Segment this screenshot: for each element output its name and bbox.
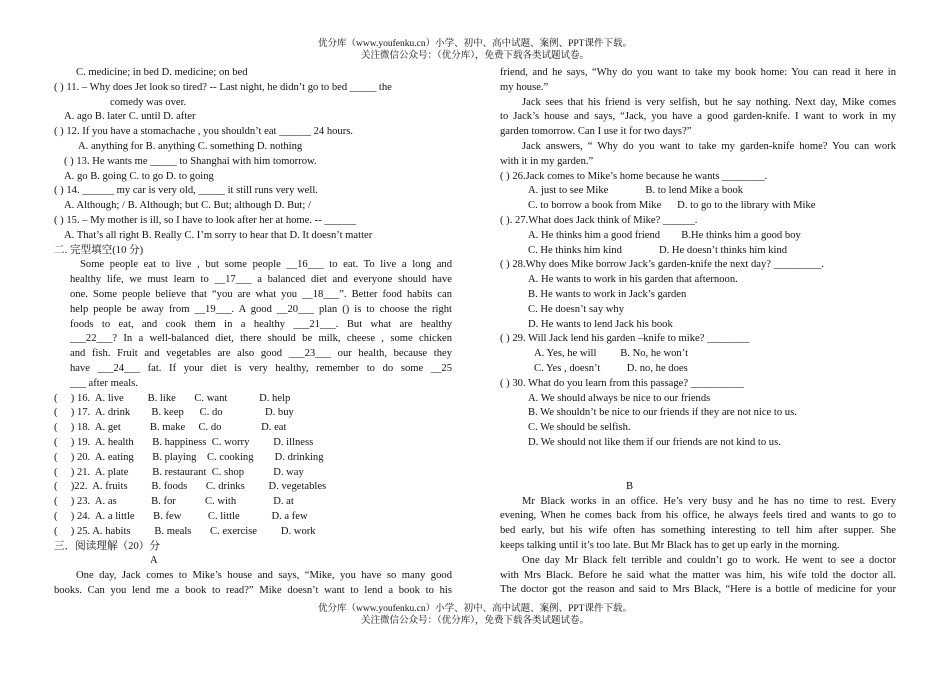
cloze-option-23: ( ) 23. A. as B. for C. with D. at — [54, 496, 294, 508]
q26-options-2: C. to borrow a book from Mike D. to go to the library with Mike — [528, 200, 816, 212]
question-15: ( ) 15. – My mother is ill, so I have to look after her at home. -- ______ — [54, 214, 357, 226]
right-column — [500, 66, 896, 598]
passage-b-line: keeps talking until it’s too late. But Mr Black has to get up early in the morning. — [500, 539, 840, 551]
q15-options: A. That’s all right B. Really C. I’m sorry to hear that D. It doesn’t matter — [64, 229, 373, 241]
question-30: ( ) 30. What do you learn from this passage? __________ — [500, 377, 744, 389]
cloze-option-16: ( ) 16. A. live B. like C. want D. help — [54, 392, 291, 404]
q28-option-a: A. He wants to work in his garden that afternoon. — [528, 274, 738, 286]
q28-option-d: D. He wants to lend Jack his book — [528, 318, 673, 330]
passage-a-label: A — [150, 555, 158, 567]
q12-options: A. anything for B. anything C. something D. nothing — [78, 140, 303, 152]
q28-option-b: B. He wants to work in Jack’s garden — [528, 288, 687, 300]
passage-a-line: One day, Jack comes to Mike’s house and says, “Mike, you have so many good — [76, 570, 452, 582]
section-3-title: 三．阅读理解（20）分 — [54, 540, 160, 552]
cloze-line-last: ___ after meals. — [70, 377, 138, 389]
section-2-title: 二. 完型填空(10 分) — [54, 244, 144, 256]
footer-line-1: 优分库（www.youfenku.cn）小学、初中、高中试题、案例、PPT课件下载。 — [318, 604, 632, 614]
passage-b-line: bed early, but his wife often has something interesting to tell him after supper. She — [500, 525, 896, 537]
q26-options-1: A. just to see Mike B. to lend Mike a book — [528, 185, 744, 197]
cloze-option-18: ( ) 18. A. get B. make C. do D. eat — [54, 422, 287, 434]
page-footer — [0, 603, 950, 627]
cloze-options — [54, 392, 452, 540]
q10-options: C. medicine; in bed D. medicine; on bed — [76, 67, 248, 78]
cloze-option-19: ( ) 19. A. health B. happiness C. worry D. illness — [54, 436, 314, 448]
cloze-option-17: ( ) 17. A. drink B. keep C. do D. buy — [54, 407, 294, 419]
cloze-line: foods to eat, and cook them in a healthy ___21___. But what are healthy — [70, 318, 452, 330]
passage-a-cont-line: friend, and he says, “Why do you want to take my book home: You can read it here in — [500, 67, 896, 78]
cloze-passage — [54, 258, 452, 391]
cloze-option-25: ( ) 25. A. habits B. meals C. exercise D. work — [54, 525, 316, 537]
question-11: ( ) 11. – Why does Jet look so tired? -- Last night, he didn’t go to bed _____ the — [54, 81, 392, 93]
cloze-line: and fish. Fruit and vegetables are also good ___23___ our health, because they — [70, 348, 452, 360]
passage-a-line: books. Can you lend me a book to read?” Mike doesn’t want to lend a book to his — [54, 584, 452, 596]
cloze-line: ___22___? In a well-balanced diet, there should be milk, cheese , some chicken — [70, 333, 452, 345]
q29-options-2: C. Yes , doesn’t D. no, he does — [534, 362, 688, 374]
question-14: ( ) 14. ______ my car is very old, _____ it still runs very well. — [54, 185, 318, 197]
passage-b-line: evening, When he comes back from his office, he always feels tired and wants to go to — [500, 510, 896, 522]
question-27: ( ). 27.What does Jack think of Mike? ______. — [500, 214, 698, 226]
passage-b-line: One day Mr Black felt terrible and couldn’t go to work. He went to see a doctor — [522, 554, 896, 566]
cloze-line: one. Some people believe that “you are what you __18___”. Better food habits can — [70, 288, 452, 300]
q30-option-b: B. We shouldn’t be nice to our friends if they are not nice to us. — [528, 407, 797, 419]
passage-a-cont-line: to Jack’s house and says, “Jack, you have a good garden-knife. I want to work in my — [500, 111, 896, 123]
q28-option-c: C. He doesn’t say why — [528, 303, 625, 315]
passage-a-cont-line: garden tomorrow. Can I use it for two days?” — [500, 126, 692, 138]
cloze-option-24: ( ) 24. A. a little B. few C. little D. a few — [54, 510, 308, 522]
passage-a-cont-line: my house.” — [500, 81, 549, 93]
question-28: ( ) 28.Why does Mike borrow Jack’s garden-knife the next day? _________. — [500, 259, 824, 271]
question-29: ( ) 29. Will Jack lend his garden –knife to mike? ________ — [500, 333, 750, 345]
header-line-2: 关注微信公众号：（优分库），免费下载各类试题试卷。 — [360, 51, 589, 61]
cloze-line: healthy life, we must learn to __17___ a balanced diet and everyone should have — [70, 274, 452, 286]
q29-options-1: A. Yes, he will B. No, he won’t — [534, 348, 689, 360]
question-11-cont: comedy was over. — [110, 96, 187, 108]
cloze-option-20: ( ) 20. A. eating B. playing C. cooking D. drinking — [54, 451, 324, 463]
passage-b-line: Mr Black works in an office. He’s very busy and he has no time to rest. Every — [522, 495, 896, 507]
cloze-option-21: ( ) 21. A. plate B. restaurant C. shop D. way — [54, 466, 304, 478]
cloze-option-22: ( )22. A. fruits B. foods C. drinks D. vegetables — [54, 481, 327, 493]
q30-option-d: D. We should not like them if our friends are not kind to us. — [528, 436, 781, 448]
passage-b-label: B — [626, 480, 634, 492]
question-26: ( ) 26.Jack comes to Mike’s home because he wants ________. — [500, 170, 768, 182]
passage-a-cont-line: with it in my garden.” — [500, 155, 594, 167]
footer-line-2: 关注微信公众号：（优分库），免费下载各类试题试卷。 — [360, 616, 589, 626]
cloze-line: have ___24___ fat. If your diet is very healthy, remember to do some __25 — [70, 362, 452, 374]
q30-option-a: A. We should always be nice to our friends — [528, 392, 711, 404]
passage-a-cont-line: Jack answers, “ Why do you want to take my garden-knife home? You can work — [522, 140, 896, 152]
q14-options: A. Although; / B. Although; but C. But; although D. But; / — [64, 200, 311, 212]
passage-b-line: with Mrs Black. Before he said what the matter was him, his wife told the doctor all. — [500, 569, 896, 581]
question-13: ( ) 13. He wants me _____ to Shanghai with him tomorrow. — [64, 155, 317, 167]
cloze-line: Some people eat to live , but some people __16___ to eat. To live a long and — [80, 259, 452, 271]
passage-b-line: The doctor got the reason and said to Mrs Black, “Here is a bottle of medicine for your — [500, 584, 896, 596]
page-header — [0, 38, 950, 62]
header-line-1: 优分库（www.youfenku.cn）小学、初中、高中试题、案例、PPT课件下载。 — [318, 39, 632, 49]
q27-options-1: A. He thinks him a good friend B.He thinks him a good boy — [528, 229, 801, 241]
q27-options-2: C. He thinks him kind D. He doesn’t thinks him kind — [528, 244, 788, 256]
q13-options: A. go B. going C. to go D. to going — [64, 170, 214, 182]
q30-option-c: C. We should be selfish. — [528, 422, 631, 434]
left-column — [54, 66, 452, 599]
q11-options: A. ago B. later C. until D. after — [64, 111, 196, 123]
passage-a-cont-line: Jack sees that his friend is very selfish, but he say nothing. Next day, Mike comes — [522, 96, 896, 108]
cloze-line: help people be away from __19___. A good __20___ plan () is to choose the right — [70, 303, 452, 315]
question-12: ( ) 12. If you have a stomachache , you shouldn’t eat ______ 24 hours. — [54, 126, 354, 138]
